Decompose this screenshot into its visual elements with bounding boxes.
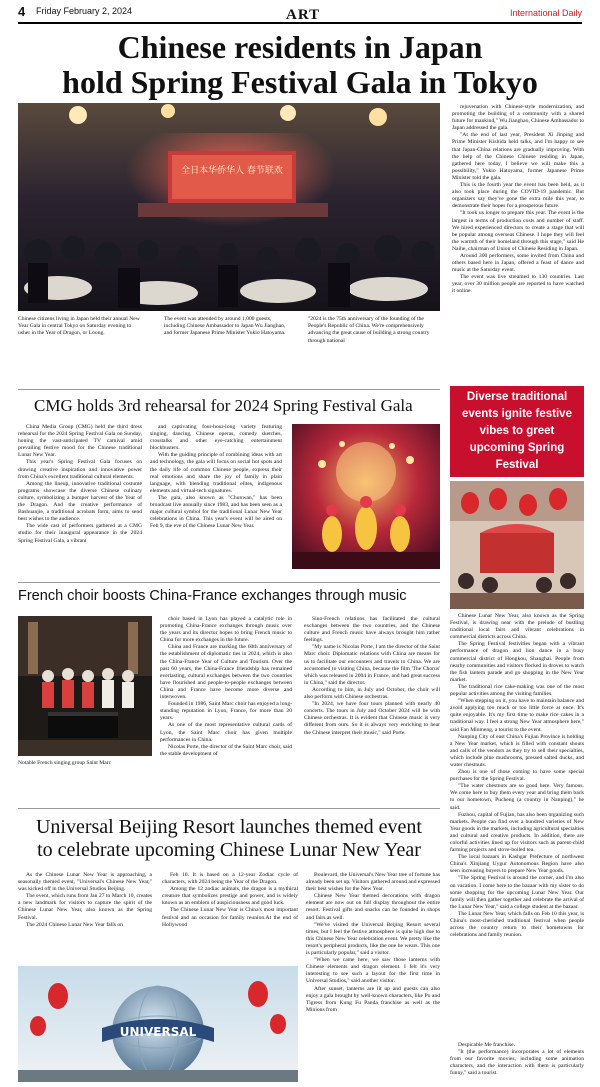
sidebar-paragraph: Chinese Lunar New Year, also known as the Spring Festival, is drawing near with the prelude of bustling traditional local fairs and vibrant celebrations in commercial districts across China.	[450, 613, 584, 641]
lead-body-col2: The event was attended by around 1,000 guests, including Chinese Ambassador to Japan Wu Jianghao, and former Japanese Prime Minister Yukio Hatoyama.	[164, 316, 286, 337]
masthead	[18, 4, 582, 24]
sidebar-body	[450, 613, 584, 1083]
sidebar-paragraph: "When stepping on it, you have to maintain balance and avoid applying too much or too little force at once. It's quite enjoyable. It's my first time to make rice cakes in a traditional way. I feel a strong New Year atmosphere here," said Fan Minmeng, a tourist to the event.	[450, 698, 584, 733]
globe-logo-text: UNIVERSAL	[119, 1025, 197, 1039]
choir-paragraph: choir based in Lyon has played a catalytic role in promoting China-France exchanges through music over the years and its director hopes to bring French music to China for more exchanges in the future.	[160, 616, 292, 644]
section-name: ART	[286, 7, 321, 23]
universal-paragraph: The 2024 Chinese Lunar New Year falls on	[26, 921, 123, 928]
issue-date: Friday February 2, 2024	[36, 6, 133, 16]
choir-headline: French choir boosts China-France exchanges through music	[18, 588, 407, 604]
sidebar-paragraph: "The Spring Festival is around the corner, and I'm also on vacation. I come here to the bazaar with my sister to do some shopping for the upcoming Lunar New Year. Our family will then gather together and celebrate the arrival of the Lunar New Year," said a college student at the bazaar.	[450, 875, 584, 910]
sidebar-paragraph: Nanping City of east China's Fujian Province is holding a New Year market, which is filled with constant shouts and calls of the vendors as they try to sell their specialties, which include pine mushrooms, pressed salted ducks, and water chestnuts.	[450, 733, 584, 768]
universal-paragraph: The event, which runs from Jan 27 to March 10, creates a new landmark for visitors to capture the spirit of the Chinese Lunar New Year, also known as the Spring Festival.	[18, 893, 152, 921]
universal-body-col3	[306, 872, 440, 1082]
lead-body-right	[452, 104, 584, 396]
universal-headline-line1: Universal Beijing Resort launches themed event	[35, 816, 422, 838]
universal-paragraph: Feb 10. It is based on a 12-year Zodiac cycle of characters, with 2024 being the Year of the Dragon.	[162, 872, 298, 886]
choir-body-col2	[160, 616, 292, 791]
choir-paragraph: As one of the most representative cultural cards of Lyon, the Saint Marc choir has given multiple performances in China.	[160, 722, 292, 743]
lead-body-col3: "2024 is the 75th anniversary of the founding of the People's Republic of China. We're comprehensively advancing the great cause of building a strong country through national	[308, 316, 430, 344]
universal-photo	[18, 966, 298, 1082]
choir-body-col3	[304, 616, 440, 791]
universal-paragraph: Despicable Me franchise.	[458, 1042, 515, 1048]
cmg-paragraph: This year's Spring Festival Gala focuses on drawing creative inspiration and innovative power from China's excellent traditional cultural elements.	[18, 459, 142, 480]
universal-body-col2	[162, 872, 298, 962]
universal-paragraph: "It (the performance) incorporates a lot of elements from our favorite movies, including some animation characters, and the interaction with them is particularly funny," said a tourist.	[450, 1049, 584, 1077]
gala-photo-illustration	[18, 103, 440, 311]
cmg-photo	[292, 424, 440, 569]
cmg-paragraph: With the guiding principle of combining ideas with art and technology, the gala will focus on social hot spots and the daily life of common Chinese people, express their real emotions and share the joy of family in plain language, with blending traditional elites, indigenous elements and virtual-tech signatures.	[150, 452, 282, 494]
cmg-paragraph: China Media Group (CMG) held the third dress rehearsal for the 2024 Spring Festival Gala on Sunday, honing the vast-anticipated TV carnival amid prevailing festive mood for the Chinese traditional Lunar New Year.	[18, 424, 142, 459]
publication-name: International Daily	[509, 8, 582, 18]
section-divider	[18, 582, 440, 583]
choir-paragraph: "In 2024, we have four tours planned with nearly 40 concerts. The tours in July and October 2024 will be with Chinese orchestras. It is evident that Chinese music is very different from ours. So it is always very enriching to hear the Chinese interpret their music," said Porte.	[304, 701, 440, 736]
sidebar-paragraph: Fuzhou, capital of Fujian, has also been organizing such markets. People can find over a hundred varieties of New Year goods in the markets, including agricultural specialties and cultural and creative products. In addition, there are colorful activities lined up for visitors such as parent-child farming projects and stove-boiled tea.	[450, 811, 584, 854]
universal-paragraph: "When we came here, we saw those lanterns with Chinese elements and dragon element. I felt it's very interesting to see such a layout for the first time in Universal Studios," said another visitor.	[306, 957, 440, 985]
lead-paragraph: rejuvenation with Chinese-style modernization, and promoting the building of a community with a shared future for mankind," Wu Jianghao, Chinese Ambassador to Japan addressed the gala.	[452, 104, 584, 132]
lead-headline	[18, 30, 582, 100]
universal-paragraph: Among the 12 zodiac animals, the dragon is a mythical creature that symbolizes prestige and power, and is widely known as an emblem of auspiciousness and good luck.	[162, 886, 298, 907]
cmg-body-col2	[150, 424, 282, 569]
choir-paragraph: China and France are marking the 60th anniversary of the establishment of diplomatic ties in 2024, which is also the China-France Year of Culture and Tourism. Over the past 60 years, the China-France friendship has remained everlasting, cultural exchanges between the two countries have flourished and people-to-people exchanges between China and France have become more diverse and interwoven.	[160, 644, 292, 701]
choir-paragraph: Sino-French relations has facilitated the cultural exchanges between the two countries, and the Chinese culture and French music have always brought him rather feelings.	[304, 616, 440, 644]
lead-headline-line1: Chinese residents in Japan	[117, 29, 483, 65]
universal-paragraph: After sunset, lanterns are lit up and guests can also enjoy a gala brought by well-known characters, like Po and Tigress from Kung Fu Panda franchise as well as the Minions from	[306, 985, 440, 1013]
cmg-paragraph: The wide cast of performers gathered at a CMG studio for their inaugural appearance in the 2024 Spring Festival Gala, a vibrant	[18, 523, 142, 544]
choir-concert-illustration	[18, 616, 152, 756]
universal-globe-illustration	[18, 966, 298, 1082]
section-divider	[18, 389, 440, 390]
universal-paragraph: Boulevard, the Universal's New Year tree of fortune has already been set up. Visitors gathered around and expressed their best wishes for the New Year.	[306, 872, 440, 893]
section-divider	[18, 808, 440, 809]
cmg-body-col1	[18, 424, 142, 569]
choir-paragraph: "My name is Nicolas Porte, I am the director of the Saint Marc choir. Diplomatic relations with China are means for us to facilitate our encounters and travels to China. We are accustomed to visiting China, because the film 'The Chorus' which was released in 2004 in France, and had great success in China," said the director.	[304, 644, 440, 686]
universal-body-col1	[18, 872, 152, 962]
cmg-paragraph: The gala, also known as "Chunwan," has been broadcast live annually since 1983, and has been seen as a major cultural symbol for the traditional Lunar New Year celebrations in China. This year's event will be aired on Feb 9, the eve of the Chinese Lunar New Year.	[150, 494, 282, 530]
sidebar-photo	[450, 481, 584, 609]
sidebar-paragraph: "The water chestnuts are so good here. Very famous. We come here to buy them every year and bring them back to our hometown, Pucheng (a country in Nanping)," he said.	[450, 783, 584, 811]
gala-photo	[18, 103, 440, 311]
cmg-paragraph: and captivating four-hour-long variety featuring singing, dancing, Chinese operas, comedy sketches, crosstalks and other eye-catching entertainment blockbusters.	[150, 424, 282, 452]
stage-banner-text: 全日本华侨华人 春节联欢	[181, 166, 283, 176]
lead-paragraph: This is the fourth year the event has been held, as it also took place during the COVID-19 pandemic. But organizers say they've gone the extra mile this year, to demonstrate their hopes for a prosperous future.	[452, 182, 584, 210]
universal-body-col4	[450, 1042, 584, 1084]
page-number: 4	[18, 4, 26, 19]
lead-headline-line2: hold Spring Festival Gala in Tokyo	[62, 64, 538, 100]
universal-paragraph: As the Chinese Lunar New Year is approaching, a seasonally themed event, "Universal's Chinese New Year," was kicked off in the Universal Studios Beijing.	[18, 872, 152, 893]
choir-photo	[18, 616, 152, 756]
sidebar-paragraph: The Lunar New Year, which falls on Feb 10 this year, is China's most-cherished traditional festival when people across the country return to their hometowns for celebrations and family reunion.	[450, 910, 584, 939]
sidebar-title: Diverse traditional events ignite festive vibes to greet upcoming Spring Festival	[450, 386, 584, 477]
sidebar-paragraph: The Spring Festival festivities began with a vibrant performance of dragon and lion dance in a busy commercial district of Hongkou, Shanghai. People from nearby communities and visitors flocked in droves to watch the fish lantern parade and go shopping in the New Year market.	[450, 641, 584, 683]
lead-paragraph: Around 300 performers, some invited from China and others based here in Japan, offered a feast of dance and music at the Saturday event.	[452, 252, 584, 274]
gala-photo-caption: Chinese citizens living in Japan held their annual New Year Gala in central Tokyo on Saturday evening to usher in the Year of Dragon, or Loong.	[18, 316, 140, 337]
universal-paragraph: Chinese New Year themed decorations with dragon element are now out on full display throughout the entire resort. Festival gifts and snacks can be founded in shops and fairs as well.	[306, 893, 440, 921]
universal-paragraph: "We've visited the Universal Beijing Resort several times, but I feel the festive atmosphere is quite high due to this Chinese New Year celebration event. We pretty like the resort's peripheral products, like the one he wears. This one is particularly popular," said a visitor.	[306, 921, 440, 957]
choir-paragraph: Nicolas Porte, the director of the Saint Marc choir, said the stable development of	[160, 743, 292, 757]
universal-headline	[18, 816, 440, 862]
lead-paragraph: "At the end of last year, President Xi Jinping and Prime Minister Kishida held talks, and I'm happy to see that Japan-China relations are gradually improving. With the help of the Chinese Chinese residing in Japan, gathered here today, I believe we will make this a possibility," Yukio Hatoyama, former Japanese Prime Minister told the gala.	[452, 132, 584, 181]
universal-paragraph: The Chinese Lunar New Year is China's most important festival and an occasion for family reunion.At the end of Hollywood	[162, 907, 298, 928]
cmg-paragraph: Among the lineup, innovative traditional costume programs showcase the diverse Chinese culinary culture, symbolizing a bumper harvest of the Year of the Dragon. And the creative performance of Bashuanjie, a traditional acrobats form, aims to send best wishes to the audience.	[18, 480, 142, 523]
sidebar-paragraph: Zhou is one of those coming to have some special purchases for the Spring Festival.	[450, 769, 584, 783]
choir-paragraph: According to him, in July and October, the choir will also perform with Chinese orchestras.	[304, 686, 440, 701]
choir-photo-caption: Notable French singing group Saint Marc	[18, 760, 112, 766]
sidebar-box	[450, 386, 584, 1036]
sidebar-paragraph: The local bazaars in Kashgar Prefecture of northwest China's Xinjiang Uygur Autonomous Region have also seen increasing buyers to prepare New Year goods.	[450, 854, 584, 875]
lead-paragraph: The event was live streamed to 130 countries. Last year, over 30 million people are reported to have watched it online.	[452, 274, 584, 295]
cmg-stage-illustration	[292, 424, 440, 569]
universal-headline-line2: to celebrate upcoming Chinese Lunar New Year	[37, 839, 421, 861]
cmg-headline: CMG holds 3rd rehearsal for 2024 Spring Festival Gala	[34, 396, 413, 415]
lead-paragraph: "It took us longer to prepare this year. The event is the largest in terms of production costs and number of staff. We hired experienced directors to create a stage that will be popular among overseas Chinese. I hope they will feel the warmth of their homeland through this stage," said He Naihe, chairman of Union of Chinese Residing in Japan.	[452, 210, 584, 252]
festival-market-illustration	[450, 481, 584, 609]
choir-paragraph: Founded in 1986, Saint Marc choir has enjoyed a long-standing reputation in Lyon, France, for more than 20 years.	[160, 701, 292, 722]
sidebar-paragraph: The traditional rice cake-making was one of the most popular activities among the visiting families.	[450, 683, 584, 698]
